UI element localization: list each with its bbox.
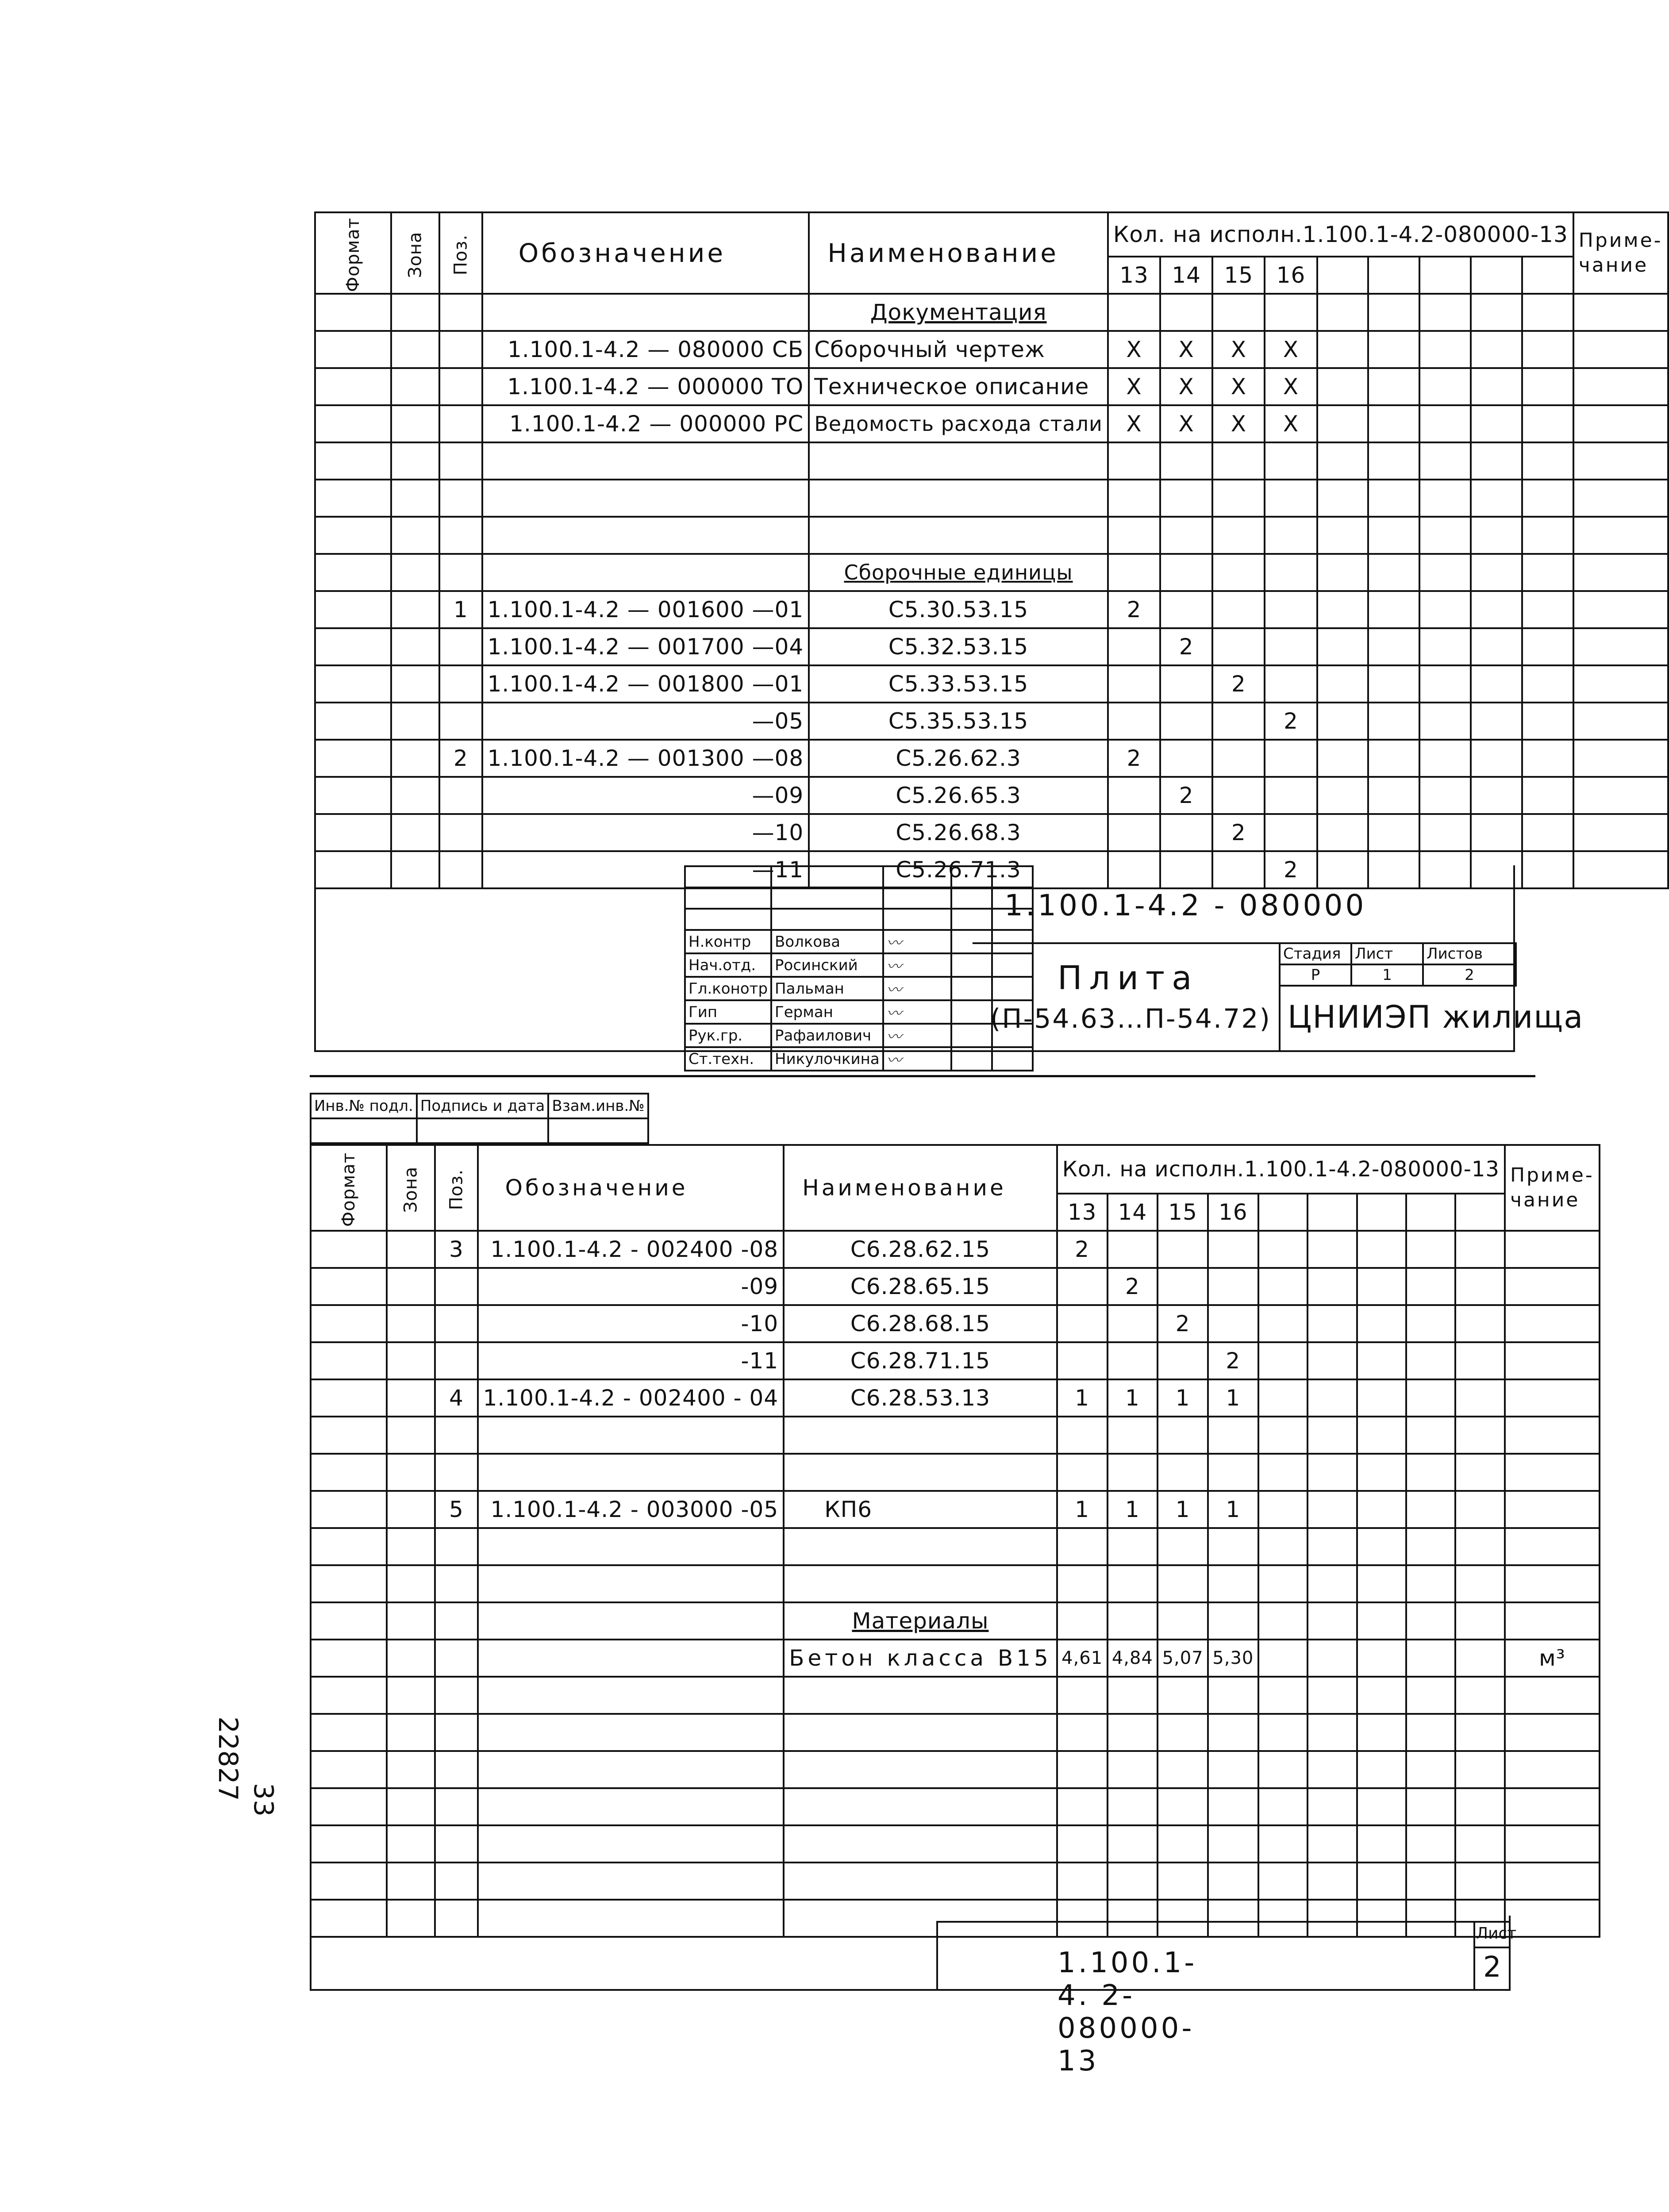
- header-name: Наименование: [809, 212, 1108, 294]
- qty-cell: [1057, 1268, 1108, 1305]
- sheet-separator: [310, 1075, 1535, 1077]
- qty-cell: [1265, 628, 1317, 665]
- qty-cell: [1212, 777, 1265, 814]
- qty-cell: [1057, 1305, 1108, 1342]
- unit-name: С5.30.53.15: [809, 591, 1108, 628]
- stamp-table: [310, 1093, 649, 1144]
- qty-cell: 2: [1265, 851, 1317, 888]
- qty-cell: X: [1212, 331, 1265, 368]
- unit-designation: 1.100.1-4.2 — 001600 —01: [482, 591, 809, 628]
- qty-cell: [1160, 814, 1212, 851]
- pos-cell: [435, 1305, 478, 1342]
- variant-13: 13: [1108, 257, 1160, 294]
- qty-cell: [1160, 665, 1212, 703]
- signature: 〰: [883, 1047, 951, 1071]
- doc-name: Техническое описание: [809, 368, 1108, 405]
- qty-cell: [1208, 1268, 1258, 1305]
- item-name: С6.28.62.15: [784, 1231, 1057, 1268]
- header-format: Формат: [315, 212, 391, 294]
- signature: 〰: [883, 930, 951, 953]
- qty-cell: 2: [1212, 814, 1265, 851]
- unit-name: С5.26.71.3: [809, 851, 1108, 888]
- unit-designation: —09: [482, 777, 809, 814]
- pos-cell: [439, 814, 482, 851]
- sheet-label: Лист: [1351, 943, 1423, 964]
- signature-row: [685, 953, 1033, 977]
- sheet-1: [314, 211, 1669, 1069]
- doc-designation: 1.100.1-4.2 — 000000 РС: [482, 405, 809, 442]
- unit-row: [315, 814, 1668, 851]
- qty-cell: 1: [1108, 1491, 1158, 1528]
- item-row: [311, 1379, 1600, 1417]
- person-name: Пальман: [771, 977, 883, 1000]
- qty-cell: 2: [1108, 1268, 1158, 1305]
- qty-cell: [1108, 1231, 1158, 1268]
- inv-label: Инв.№ подл.: [311, 1094, 417, 1118]
- qty-cell: 1: [1208, 1379, 1258, 1417]
- qty-cell: [1208, 1305, 1258, 1342]
- qty-cell: [1108, 777, 1160, 814]
- spec-table-1: [314, 211, 1669, 889]
- unit-designation: 1.100.1-4.2 — 001700 —04: [482, 628, 809, 665]
- qty-cell: [1212, 703, 1265, 740]
- qty-cell: 2: [1208, 1342, 1258, 1379]
- qty-cell: [1108, 628, 1160, 665]
- pos-cell: [439, 777, 482, 814]
- sheet-value: 1: [1351, 964, 1423, 986]
- qty-cell: X: [1108, 368, 1160, 405]
- footer-top-line: [936, 1921, 1511, 1923]
- qty-cell: [1265, 591, 1317, 628]
- stage-value: Р: [1280, 964, 1351, 986]
- qty-cell: [1108, 1342, 1158, 1379]
- unit-name: С5.32.53.15: [809, 628, 1108, 665]
- item-row: [311, 1268, 1600, 1305]
- person-name: Рафаилович: [771, 1024, 883, 1047]
- qty-cell: 5,30: [1208, 1640, 1258, 1677]
- pos-cell: [439, 703, 482, 740]
- variant-15: 15: [1212, 257, 1265, 294]
- qty-cell: 1: [1158, 1379, 1208, 1417]
- title-subtitle: (П-54.63…П-54.72): [990, 1003, 1271, 1034]
- qty-cell: [1212, 591, 1265, 628]
- qty-cell: X: [1160, 368, 1212, 405]
- signature: 〰: [883, 1024, 951, 1047]
- qty-cell: X: [1265, 331, 1317, 368]
- role-label: Гл.конотр: [685, 977, 771, 1000]
- unit-name: С5.26.62.3: [809, 740, 1108, 777]
- swap-label: Взам.инв.№: [548, 1094, 648, 1118]
- qty-cell: X: [1212, 405, 1265, 442]
- variant-13: 13: [1057, 1194, 1108, 1231]
- qty-cell: [1108, 1305, 1158, 1342]
- unit-row: [315, 628, 1668, 665]
- unit-designation: 1.100.1-4.2 — 001300 —08: [482, 740, 809, 777]
- person-name: Волкова: [771, 930, 883, 953]
- item-row: [311, 1305, 1600, 1342]
- header-pos: Поз.: [435, 1145, 478, 1231]
- header-designation: Обозначение: [478, 1145, 784, 1231]
- qty-cell: 4,61: [1057, 1640, 1108, 1677]
- doc-row: [315, 331, 1668, 368]
- role-label: Ст.техн.: [685, 1047, 771, 1071]
- footer-sheet-label: Лист: [1476, 1924, 1517, 1943]
- qty-cell: 2: [1057, 1231, 1108, 1268]
- unit-name: С5.33.53.15: [809, 665, 1108, 703]
- pos-cell: 2: [439, 740, 482, 777]
- variant-16: 16: [1265, 257, 1317, 294]
- doc-name: Ведомость расхода стали: [809, 405, 1108, 442]
- margin-number: 33: [248, 1783, 279, 1817]
- variant-14: 14: [1108, 1194, 1158, 1231]
- material-row: [311, 1640, 1600, 1677]
- pos-cell: [435, 1268, 478, 1305]
- qty-cell: [1158, 1268, 1208, 1305]
- signature-row: [685, 930, 1033, 953]
- qty-cell: [1160, 740, 1212, 777]
- qty-cell: [1057, 1342, 1108, 1379]
- doc-designation: 1.100.1-4.2 — 000000 ТО: [482, 368, 809, 405]
- qty-cell: 1: [1108, 1379, 1158, 1417]
- role-label: Гип: [685, 1000, 771, 1024]
- qty-cell: [1265, 665, 1317, 703]
- sign-label: Подпись и дата: [417, 1094, 549, 1118]
- qty-cell: [1212, 740, 1265, 777]
- title-doc-code: 1.100.1-4.2 - 080000: [1004, 888, 1367, 922]
- qty-cell: 2: [1158, 1305, 1208, 1342]
- qty-cell: X: [1108, 405, 1160, 442]
- footer-divider: [936, 1921, 938, 1991]
- doc-name: Сборочный чертеж: [809, 331, 1108, 368]
- item-row: [311, 1231, 1600, 1268]
- unit-row: [315, 665, 1668, 703]
- margin-number: 22827: [212, 1717, 243, 1801]
- unit-name: С5.26.65.3: [809, 777, 1108, 814]
- qty-cell: X: [1265, 368, 1317, 405]
- qty-cell: 4,84: [1108, 1640, 1158, 1677]
- item-designation: -10: [478, 1305, 784, 1342]
- item-designation: 1.100.1-4.2 - 002400 -08: [478, 1231, 784, 1268]
- header-qty: Кол. на исполн.1.100.1-4.2-080000-13: [1057, 1145, 1505, 1194]
- item-row: [311, 1342, 1600, 1379]
- signature-row: [685, 1000, 1033, 1024]
- stage-label: Стадия: [1280, 943, 1351, 964]
- section-documentation: Документация: [809, 294, 1108, 331]
- spec-table-2: [310, 1144, 1600, 1938]
- qty-cell: X: [1160, 331, 1212, 368]
- signature: 〰: [883, 953, 951, 977]
- pos-cell: [439, 665, 482, 703]
- pos-cell: 5: [435, 1491, 478, 1528]
- unit-name: С5.35.53.15: [809, 703, 1108, 740]
- footer-sheet-divider: [1473, 1921, 1475, 1991]
- variant-16: 16: [1208, 1194, 1258, 1231]
- qty-cell: [1108, 703, 1160, 740]
- doc-row: [315, 405, 1668, 442]
- footer-sheet-line: [1473, 1947, 1511, 1948]
- sheets-label: Листов: [1423, 943, 1516, 964]
- material-name: Бетон класса В15: [784, 1640, 1057, 1677]
- qty-cell: 1: [1057, 1491, 1108, 1528]
- item-name: С6.28.68.15: [784, 1305, 1057, 1342]
- qty-cell: 1: [1208, 1491, 1258, 1528]
- person-name: Никулочкина: [771, 1047, 883, 1071]
- header-designation: Обозначение: [482, 212, 809, 294]
- person-name: Герман: [771, 1000, 883, 1024]
- role-label: Н.контр: [685, 930, 771, 953]
- pos-cell: [439, 628, 482, 665]
- qty-cell: [1158, 1342, 1208, 1379]
- qty-cell: 2: [1265, 703, 1317, 740]
- qty-cell: [1160, 591, 1212, 628]
- item-designation: -09: [478, 1268, 784, 1305]
- qty-cell: [1265, 814, 1317, 851]
- header-zone: Зона: [387, 1145, 435, 1231]
- organization: ЦНИИЭП жилища: [1288, 999, 1584, 1035]
- qty-cell: 1: [1057, 1379, 1108, 1417]
- material-unit: м³: [1505, 1640, 1600, 1677]
- qty-cell: X: [1160, 405, 1212, 442]
- qty-cell: [1158, 1231, 1208, 1268]
- variant-14: 14: [1160, 257, 1212, 294]
- doc-row: [315, 368, 1668, 405]
- qty-cell: [1265, 777, 1317, 814]
- footer-sheet-number: 2: [1483, 1951, 1501, 1984]
- item-designation: 1.100.1-4.2 - 003000 -05: [478, 1491, 784, 1528]
- qty-cell: 2: [1160, 628, 1212, 665]
- header-note: Приме-чание: [1573, 212, 1668, 294]
- unit-name: С5.26.68.3: [809, 814, 1108, 851]
- item-name: С6.28.53.13: [784, 1379, 1057, 1417]
- header-format: Формат: [311, 1145, 387, 1231]
- header-qty: Кол. на исполн.1.100.1-4.2-080000-13: [1108, 212, 1573, 257]
- person-name: Росинский: [771, 953, 883, 977]
- item-row: [311, 1491, 1600, 1528]
- role-label: Нач.отд.: [685, 953, 771, 977]
- qty-cell: [1108, 665, 1160, 703]
- qty-cell: 2: [1108, 740, 1160, 777]
- qty-cell: X: [1265, 405, 1317, 442]
- section-assembly-units: Сборочные единицы: [809, 554, 1108, 591]
- variant-15: 15: [1158, 1194, 1208, 1231]
- signature-row: [685, 1024, 1033, 1047]
- signature-row: [685, 1047, 1033, 1071]
- doc-designation: 1.100.1-4.2 — 080000 СБ: [482, 331, 809, 368]
- header-zone: Зона: [391, 212, 439, 294]
- title-name: Плита: [1058, 959, 1199, 997]
- stage-table: [1279, 942, 1517, 987]
- unit-row: [315, 703, 1668, 740]
- qty-cell: X: [1212, 368, 1265, 405]
- pos-cell: 1: [439, 591, 482, 628]
- qty-cell: [1265, 740, 1317, 777]
- item-designation: -11: [478, 1342, 784, 1379]
- header-pos: Поз.: [439, 212, 482, 294]
- unit-designation: —10: [482, 814, 809, 851]
- unit-row: [315, 591, 1668, 628]
- item-designation: 1.100.1-4.2 - 002400 - 04: [478, 1379, 784, 1417]
- sheets-value: 2: [1423, 964, 1516, 986]
- section-materials: Материалы: [784, 1602, 1057, 1640]
- footer-doc-code: 1.100.1- 4. 2-080000-13: [1058, 1947, 1197, 2078]
- pos-cell: 3: [435, 1231, 478, 1268]
- qty-cell: [1208, 1231, 1258, 1268]
- unit-row: [315, 740, 1668, 777]
- role-label: Рук.гр.: [685, 1024, 771, 1047]
- qty-cell: 2: [1160, 777, 1212, 814]
- item-name: КП6: [784, 1491, 1057, 1528]
- header-name: Наименование: [784, 1145, 1057, 1231]
- pos-cell: [435, 1342, 478, 1379]
- qty-cell: 2: [1108, 591, 1160, 628]
- header-note: Приме-чание: [1505, 1145, 1600, 1231]
- qty-cell: X: [1108, 331, 1160, 368]
- item-name: С6.28.65.15: [784, 1268, 1057, 1305]
- signature: 〰: [883, 1000, 951, 1024]
- qty-cell: 1: [1158, 1491, 1208, 1528]
- pos-cell: 4: [435, 1379, 478, 1417]
- qty-cell: 5,07: [1158, 1640, 1208, 1677]
- unit-designation: —11: [482, 851, 809, 888]
- signature-row: [685, 977, 1033, 1000]
- signature: 〰: [883, 977, 951, 1000]
- qty-cell: [1212, 628, 1265, 665]
- footer-frame: [310, 1916, 1511, 1991]
- item-name: С6.28.71.15: [784, 1342, 1057, 1379]
- qty-cell: [1160, 703, 1212, 740]
- unit-designation: 1.100.1-4.2 — 001800 —01: [482, 665, 809, 703]
- unit-row: [315, 777, 1668, 814]
- signatures-table: [684, 865, 1034, 1071]
- unit-designation: —05: [482, 703, 809, 740]
- qty-cell: 2: [1212, 665, 1265, 703]
- qty-cell: [1108, 814, 1160, 851]
